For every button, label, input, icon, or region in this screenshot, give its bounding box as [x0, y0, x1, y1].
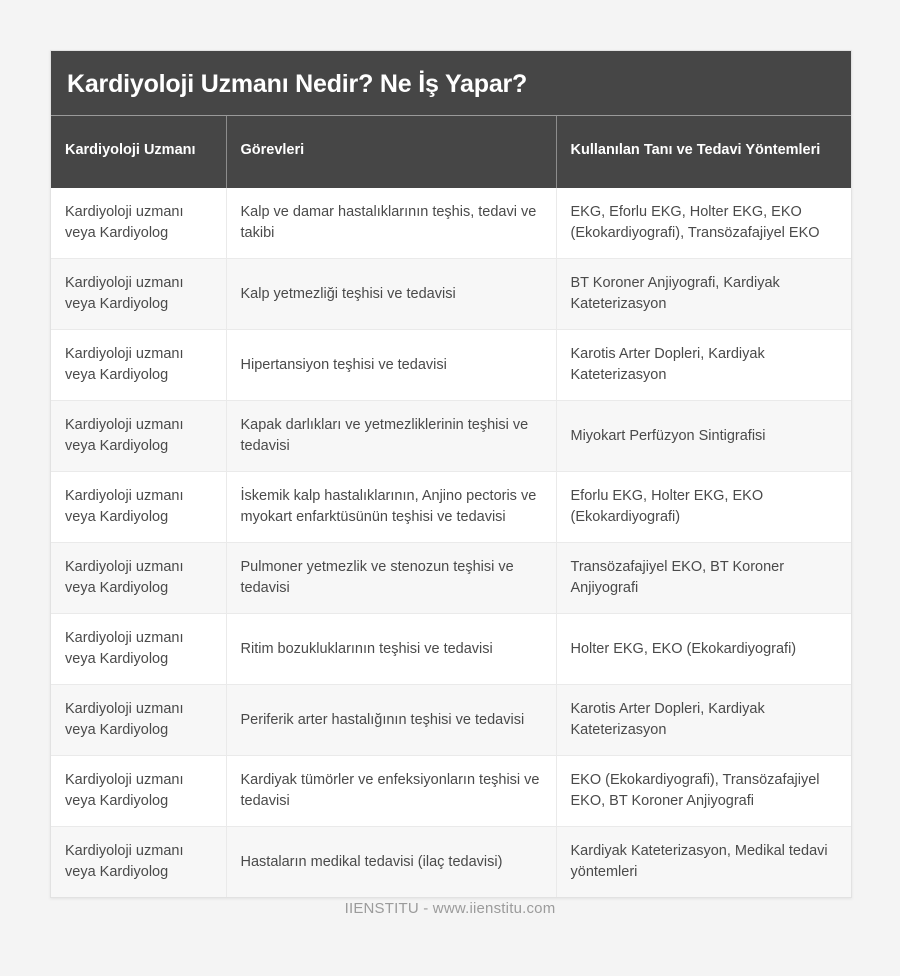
cell-specialist: Kardiyoloji uzmanı veya Kardiyolog: [51, 543, 226, 614]
column-header-specialist: Kardiyoloji Uzmanı: [51, 116, 226, 188]
table-header-row: [51, 116, 851, 188]
cell-specialist: Kardiyoloji uzmanı veya Kardiyolog: [51, 472, 226, 543]
cell-methods: EKO (Ekokardiyografi), Transözafajiyel EKO, BT Koroner Anjiyografi: [556, 756, 851, 827]
table-header: [51, 116, 851, 188]
cardiology-duties-table: [51, 116, 851, 897]
column-header-duties: Görevleri: [226, 116, 556, 188]
cell-methods: Karotis Arter Dopleri, Kardiyak Kateterizasyon: [556, 330, 851, 401]
table-row: [51, 401, 851, 472]
cell-methods: Kardiyak Kateterizasyon, Medikal tedavi yöntemleri: [556, 827, 851, 898]
cell-methods: Miyokart Perfüzyon Sintigrafisi: [556, 401, 851, 472]
table-row: [51, 259, 851, 330]
column-header-methods: Kullanılan Tanı ve Tedavi Yöntemleri: [556, 116, 851, 188]
cell-methods: Transözafajiyel EKO, BT Koroner Anjiyografi: [556, 543, 851, 614]
table-row: [51, 330, 851, 401]
table-row: [51, 827, 851, 898]
cell-specialist: Kardiyoloji uzmanı veya Kardiyolog: [51, 827, 226, 898]
cell-duty: Hipertansiyon teşhisi ve tedavisi: [226, 330, 556, 401]
table-row: [51, 756, 851, 827]
table-row: [51, 472, 851, 543]
cell-duty: Kardiyak tümörler ve enfeksiyonların teşhisi ve tedavisi: [226, 756, 556, 827]
table-row: [51, 188, 851, 259]
cell-duty: Periferik arter hastalığının teşhisi ve tedavisi: [226, 685, 556, 756]
cell-duty: İskemik kalp hastalıklarının, Anjino pectoris ve myokart enfarktüsünün teşhisi ve tedavisi: [226, 472, 556, 543]
cell-specialist: Kardiyoloji uzmanı veya Kardiyolog: [51, 188, 226, 259]
page-title: Kardiyoloji Uzmanı Nedir? Ne İş Yapar?: [51, 51, 851, 116]
cell-specialist: Kardiyoloji uzmanı veya Kardiyolog: [51, 614, 226, 685]
table-row: [51, 543, 851, 614]
cell-duty: Kalp ve damar hastalıklarının teşhis, tedavi ve takibi: [226, 188, 556, 259]
cell-methods: Eforlu EKG, Holter EKG, EKO (Ekokardiyografi): [556, 472, 851, 543]
footer-attribution: IIENSTITU - www.iienstitu.com: [344, 900, 556, 917]
cell-methods: Karotis Arter Dopleri, Kardiyak Kateterizasyon: [556, 685, 851, 756]
cell-specialist: Kardiyoloji uzmanı veya Kardiyolog: [51, 685, 226, 756]
table-card: [50, 50, 852, 898]
cell-specialist: Kardiyoloji uzmanı veya Kardiyolog: [51, 401, 226, 472]
cell-specialist: Kardiyoloji uzmanı veya Kardiyolog: [51, 259, 226, 330]
cell-specialist: Kardiyoloji uzmanı veya Kardiyolog: [51, 330, 226, 401]
cell-specialist: Kardiyoloji uzmanı veya Kardiyolog: [51, 756, 226, 827]
cell-methods: BT Koroner Anjiyografi, Kardiyak Kateterizasyon: [556, 259, 851, 330]
cell-duty: Kalp yetmezliği teşhisi ve tedavisi: [226, 259, 556, 330]
table-row: [51, 614, 851, 685]
cell-duty: Pulmoner yetmezlik ve stenozun teşhisi ve tedavisi: [226, 543, 556, 614]
cell-duty: Ritim bozukluklarının teşhisi ve tedavisi: [226, 614, 556, 685]
table-body: [51, 188, 851, 897]
cell-duty: Hastaların medikal tedavisi (ilaç tedavisi): [226, 827, 556, 898]
table-row: [51, 685, 851, 756]
cell-duty: Kapak darlıkları ve yetmezliklerinin teşhisi ve tedavisi: [226, 401, 556, 472]
cell-methods: EKG, Eforlu EKG, Holter EKG, EKO (Ekokardiyografi), Transözafajiyel EKO: [556, 188, 851, 259]
cell-methods: Holter EKG, EKO (Ekokardiyografi): [556, 614, 851, 685]
